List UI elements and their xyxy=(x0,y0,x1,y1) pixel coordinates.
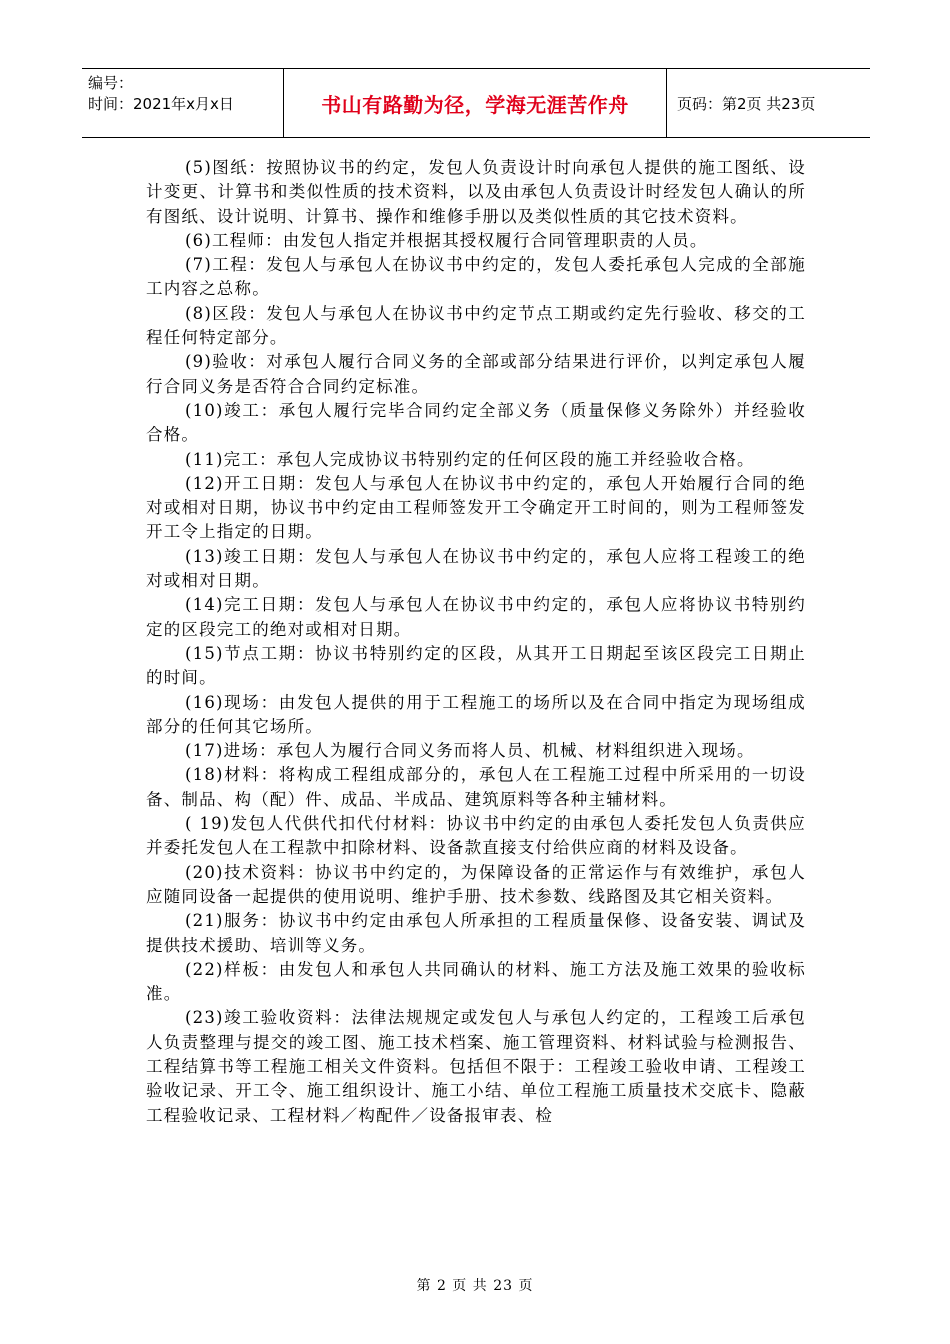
paragraph: (10)竣工：承包人履行完毕合同约定全部义务（质量保修义务除外）并经验收合格。 xyxy=(146,400,806,445)
document-time-label: 时间：2021年x月x日 xyxy=(88,95,234,113)
paragraph: (9)验收：对承包人履行合同义务的全部或部分结果进行评价，以判定承包人履行合同义务是否符合合同约定标准。 xyxy=(146,352,806,396)
paragraph: (18)材料：将构成工程组成部分的，承包人在工程施工过程中所采用的一切设备、制品、构（配）件、成品、半成品、建筑原料等各种主辅材料。 xyxy=(146,765,806,809)
header-motto: 书山有路勤为径，学海无涯苦作舟 xyxy=(284,69,667,137)
paragraph: (15)节点工期：协议书特别约定的区段，从其开工日期起至该区段完工日期止的时间。 xyxy=(146,643,806,688)
paragraph: (14)完工日期：发包人与承包人在协议书中约定的，承包人应将协议书特别约定的区段完工的绝对或相对日期。 xyxy=(146,595,806,639)
paragraph: (16)现场：由发包人提供的用于工程施工的场所以及在合同中指定为现场组成部分的任何其它场所。 xyxy=(146,692,806,736)
paragraph: (21)服务：协议书中约定由承包人所承担的工程质量保修、设备安装、调试及提供技术援助、培训等义务。 xyxy=(146,911,806,955)
paragraph: (7)工程：发包人与承包人在协议书中约定的，发包人委托承包人完成的全部施工内容之总称。 xyxy=(146,255,806,299)
paragraph: ( 19)发包人代供代扣代付材料：协议书中约定的由承包人委托发包人负责供应并委托发包人在工程款中扣除材料、设备款直接支付给供应商的材料及设备。 xyxy=(146,814,806,858)
paragraph: (6)工程师：由发包人指定并根据其授权履行合同管理职责的人员。 xyxy=(185,230,708,250)
page-header xyxy=(82,68,870,138)
header-meta xyxy=(82,69,284,137)
paragraph: (8)区段：发包人与承包人在协议书中约定节点工期或约定先行验收、移交的工程任何特定部分。 xyxy=(146,303,806,348)
header-page-info: 页码：第2页 共23页 xyxy=(677,94,816,113)
paragraph: (12)开工日期：发包人与承包人在协议书中约定的，承包人开始履行合同的绝对或相对日期，协议书中约定由工程师签发开工令确定开工时间的，则为工程师签发开工令上指定的日期。 xyxy=(146,473,806,542)
document-body xyxy=(146,156,806,1128)
document-number-label: 编号： xyxy=(88,74,134,92)
paragraph: (22)样板：由发包人和承包人共同确认的材料、施工方法及施工效果的验收标准。 xyxy=(146,959,806,1004)
paragraph: (23)竣工验收资料：法律法规规定或发包人与承包人约定的，工程竣工后承包人负责整理与提交的竣工图、施工技术档案、施工管理资料、材料试验与检测报告、工程结算书等工程施工相关文件资料。包括但不限于：工程竣工验收申请、工程竣工验收记录、开工令、施工组织设计、施工小结、单位工程施工质量技术交底卡、隐蔽工程验收记录、工程材料／构配件／设备报审表、检 xyxy=(146,1008,806,1125)
paragraph: (13)竣工日期：发包人与承包人在协议书中约定的，承包人应将工程竣工的绝对或相对日期。 xyxy=(146,546,806,591)
paragraph: (17)进场：承包人为履行合同义务而将人员、机械、材料组织进入现场。 xyxy=(185,741,755,761)
paragraph: (11)完工：承包人完成协议书特别约定的任何区段的施工并经验收合格。 xyxy=(185,449,755,469)
paragraph: (20)技术资料：协议书中约定的，为保障设备的正常运作与有效维护，承包人应随同设备一起提供的使用说明、维护手册、技术参数、线路图及其它相关资料。 xyxy=(146,862,806,906)
paragraph: (5)图纸：按照协议书的约定，发包人负责设计时向承包人提供的施工图纸、设计变更、计算书和类似性质的技术资料，以及由承包人负责设计时经发包人确认的所有图纸、设计说明、计算书、操作和维修手册以及类似性质的其它技术资料。 xyxy=(146,158,806,226)
page-footer: 第 2 页 共 23 页 xyxy=(416,1278,534,1294)
